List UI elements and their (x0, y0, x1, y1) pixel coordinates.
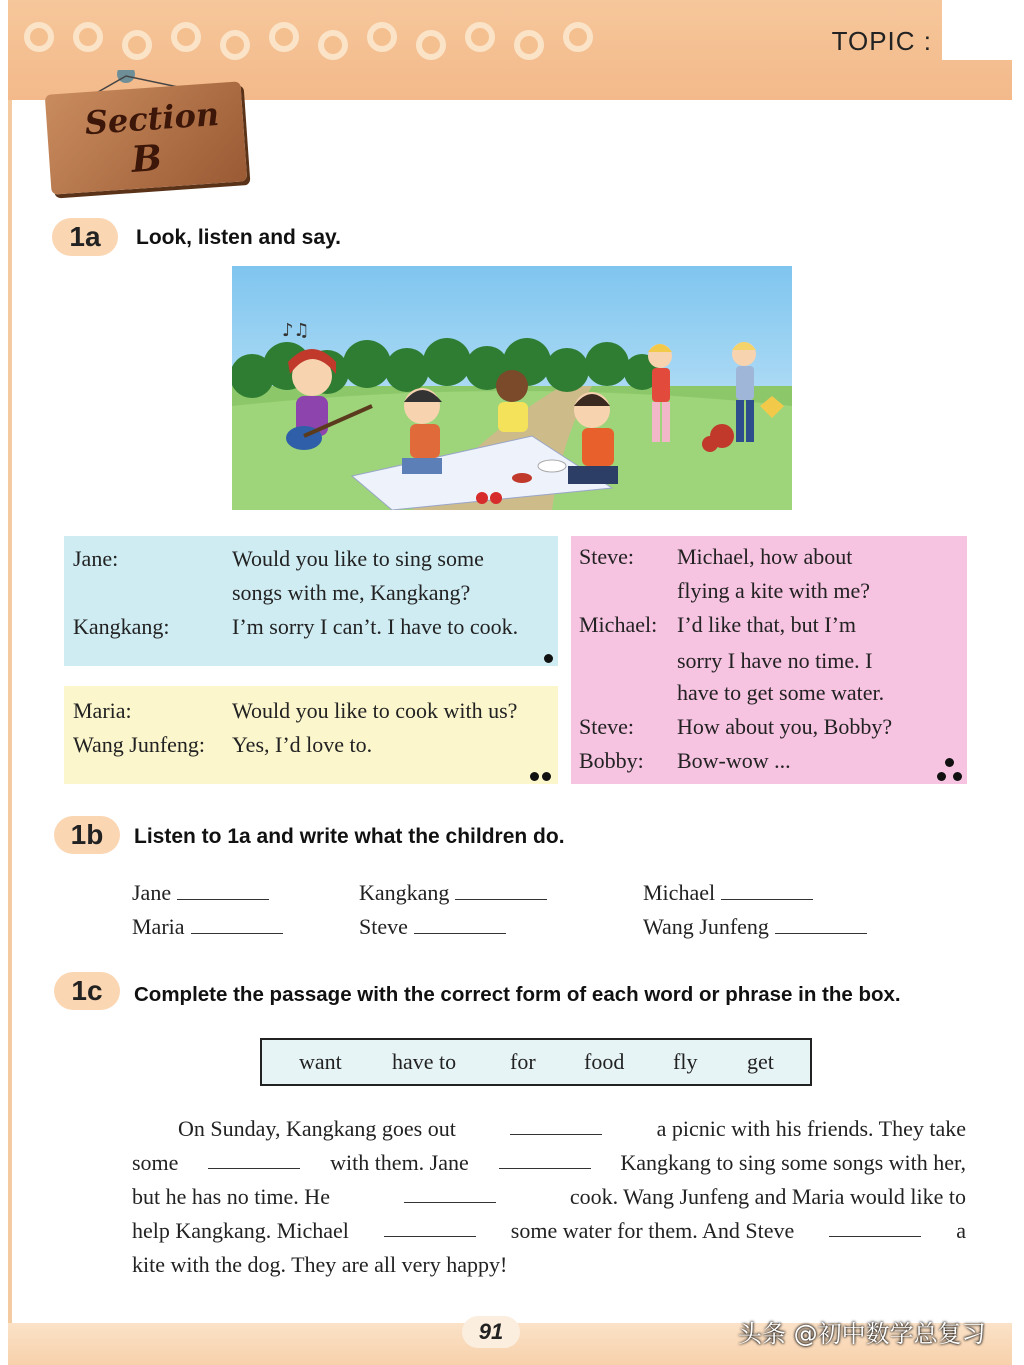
track-marker-icon (945, 758, 954, 767)
speaker: Kangkang: (73, 614, 170, 639)
exercise-label-1c: 1c (54, 972, 120, 1010)
track-marker-icon (530, 772, 539, 781)
answer-line-maria[interactable]: Maria (132, 914, 283, 940)
word-option: food (584, 1049, 625, 1074)
passage-blank[interactable] (510, 1116, 602, 1135)
speaker: Bobby: (579, 748, 644, 773)
line: Yes, I’d love to. (232, 732, 373, 757)
word-option: for (510, 1049, 536, 1074)
instruction-1c: Complete the passage with the correct form of each word or phrase in the box. (134, 983, 901, 1006)
passage-blank[interactable] (384, 1218, 476, 1237)
passage-blank[interactable] (829, 1218, 921, 1237)
answer-line-wang-junfeng[interactable]: Wang Junfeng (643, 914, 867, 940)
track-marker-icon (542, 772, 551, 781)
section-letter: B (130, 136, 164, 182)
speaker: Michael: (579, 612, 658, 637)
word-option: fly (673, 1049, 698, 1074)
speaker: Wang Junfeng: (73, 732, 206, 757)
passage-blank[interactable] (499, 1150, 591, 1169)
passage-line: some with them. Jane Kangkang to sing some songs with her, (132, 1150, 966, 1175)
line: Would you like to cook with us? (232, 698, 518, 723)
speaker: Jane: (73, 546, 119, 571)
watermark: 头条 @初中数学总复习 (738, 1320, 986, 1348)
answer-line-kangkang[interactable]: Kangkang (359, 880, 547, 906)
line: How about you, Bobby? (677, 714, 893, 739)
word-option: want (299, 1049, 342, 1074)
line: have to get some water. (677, 680, 885, 705)
line: Bow-wow ... (677, 748, 791, 773)
decorative-dots (24, 22, 593, 60)
passage-line: kite with the dog. They are all very happy! (132, 1252, 508, 1277)
dialog-box-maria-wangjunfeng (64, 686, 558, 784)
answer-line-michael[interactable]: Michael (643, 880, 813, 906)
dialog-box-steve-michael-bobby (571, 536, 967, 784)
exercise-label-1b: 1b (54, 816, 120, 854)
line: flying a kite with me? (677, 578, 871, 603)
section-word: Section (83, 94, 221, 143)
speaker: Steve: (579, 544, 634, 569)
passage-line: help Kangkang. Michael some water for them. And Steve a (132, 1218, 966, 1243)
line: I’d like that, but I’m (677, 612, 857, 637)
exercise-label-1a: 1a (52, 218, 118, 256)
line: Would you like to sing some (232, 546, 484, 571)
track-marker-icon (953, 772, 962, 781)
passage-line: On Sunday, Kangkang goes out a picnic with his friends. They take (178, 1116, 966, 1141)
dialog-box-jane-kangkang (64, 536, 558, 666)
answer-line-steve[interactable]: Steve (359, 914, 506, 940)
instruction-1b: Listen to 1a and write what the children do. (134, 825, 565, 848)
word-option: get (747, 1049, 774, 1074)
line: Michael, how about (677, 544, 853, 569)
speaker: Steve: (579, 714, 634, 739)
page-number: 91 (462, 1316, 520, 1348)
answer-line-jane[interactable]: Jane (132, 880, 269, 906)
line: sorry I have no time. I (677, 648, 873, 673)
section-sign (45, 81, 247, 194)
word-option: have to (392, 1049, 457, 1074)
topic-heading: TOPIC : (831, 26, 932, 56)
line: songs with me, Kangkang? (232, 580, 471, 605)
svg-text:♪♫: ♪♫ (282, 320, 310, 341)
passage-blank[interactable] (404, 1184, 496, 1203)
page-margin-line (8, 100, 12, 1340)
passage-line: but he has no time. He cook. Wang Junfeng and Maria would like to (132, 1184, 966, 1209)
track-marker-icon (544, 654, 553, 663)
line: I’m sorry I can’t. I have to cook. (232, 614, 519, 639)
instruction-1a: Look, listen and say. (136, 226, 341, 249)
speaker: Maria: (73, 698, 132, 723)
track-marker-icon (937, 772, 946, 781)
picnic-illustration (232, 266, 792, 510)
passage-blank[interactable] (208, 1150, 300, 1169)
word-box (260, 1038, 812, 1086)
